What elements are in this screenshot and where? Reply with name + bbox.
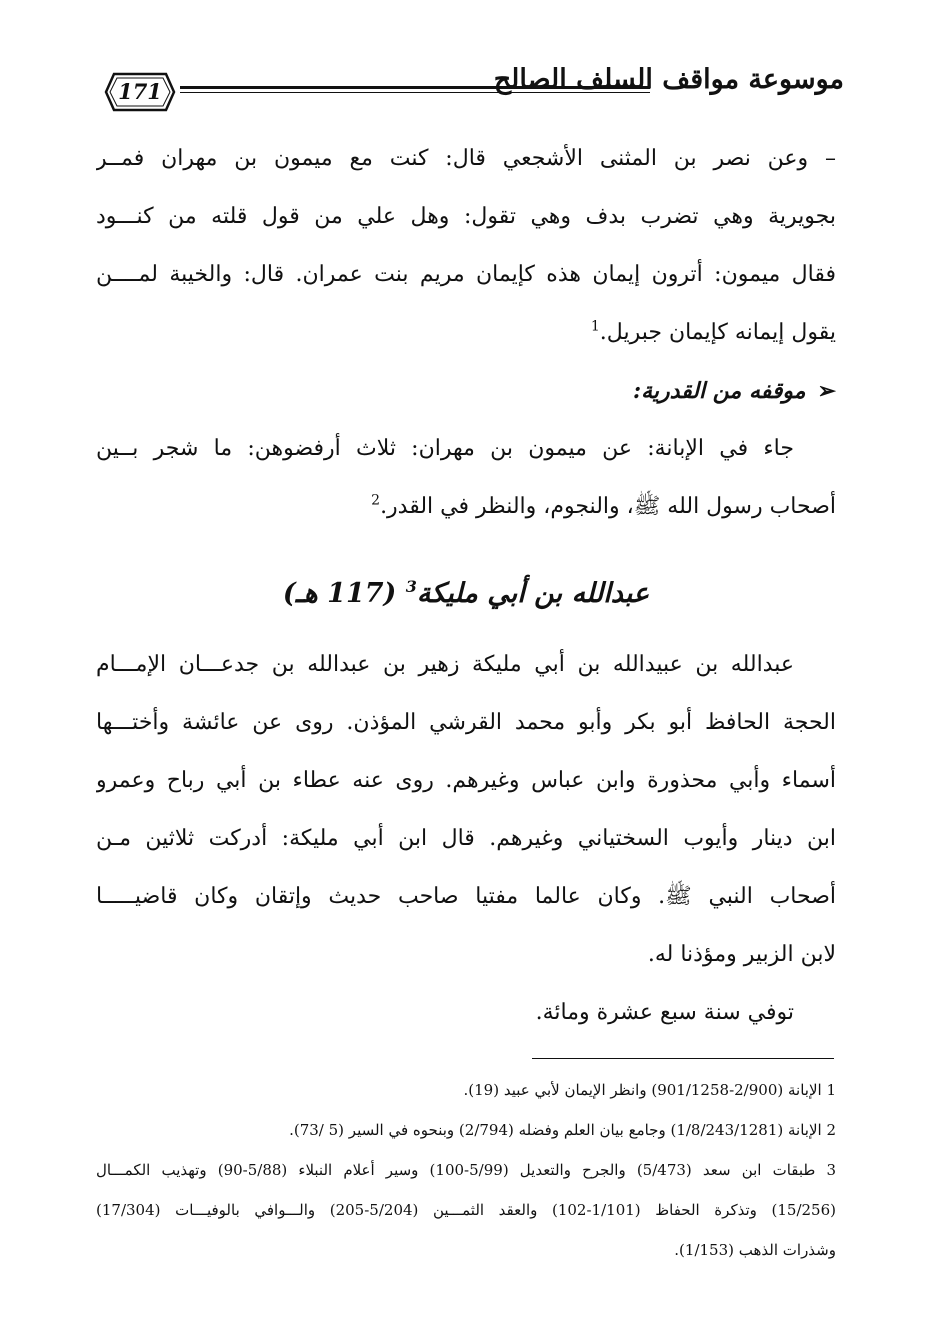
paragraph-line: فقال ميمون: أترون إيمان هذه كإيمان مريم بنت عمران. قال: والخيبة لمــــن [96,262,836,287]
arrow-bullet-icon: ➢ [817,378,836,404]
subheading [96,362,836,420]
footnote-ref: 3 [405,577,417,596]
biography-text [96,636,836,1042]
heading-name: عبدالله بن أبي مليكة [416,578,650,609]
paragraph-line: جاء في الإبانة: عن ميمون بن مهران: ثلاث أرفضوهن: ما شجر بــين [96,436,794,461]
footnote: 3 طبقات ابن سعد (5/473) والجرح والتعديل (5/99-100) وسير أعلام النبلاء (5/88-90) وتهذيب الكمـــال [96,1161,836,1179]
page-number: 171 [118,79,162,104]
footnote-ref: 2 [371,492,381,509]
footnotes [96,1070,836,1270]
bio-line: ابن دينار وأيوب السختياني وغيرهم. قال ابن أبي مليكة: أدركت ثلاثين مـن [96,826,836,851]
bio-line: عبدالله بن عبيدالله بن أبي مليكة زهير بن عبدالله بن جدعـــان الإمـــام [96,652,794,677]
paragraph-text: أصحاب رسول الله ﷺ، والنجوم، والنظر في القدر. [380,494,836,519]
main-text [96,130,836,536]
paragraph-text: يقول إيمانه كإيمان جبريل. [599,320,836,345]
paragraph-line: – وعن نصر بن المثنى الأشجعي قال: كنت مع ميمون بن مهران فمــر [96,146,836,171]
subheading-text: موقفه من القدرية: [632,378,806,404]
bio-line: الحجة الحافظ أبو بكر وأبو محمد القرشي المؤذن. روى عن عائشة وأختـــها [96,710,836,735]
section-heading [96,578,836,634]
footnote-ref: 1 [590,318,600,335]
footnote: وشذرات الذهب (1/153). [674,1241,836,1259]
paragraph-line-last [96,478,836,536]
footnote: 1 الإبانة (2/900-901/1258) وانظر الإيمان لأبي عبيد (19). [463,1081,836,1099]
page-header [96,58,844,138]
heading-date: (117 هـ) [282,578,397,609]
bio-line: أصحاب النبي ﷺ. وكان عالما مفتيا صاحب حديث وإتقان وكان قاضيـــــا [96,884,836,909]
footnote-separator [532,1058,834,1059]
death-line: توفي سنة سبع عشرة ومائة. [535,1000,794,1025]
bio-line: أسماء وأبي محذورة وابن عباس وغيرهم. روى عنه عطاء بن أبي رباح وعمرو [96,768,836,793]
paragraph-line: بجويرية وهي تضرب بدف وهي تقول: وهل علي من قول قلته من كنـــود [96,204,836,229]
footnote: (15/256) وتذكرة الحفاظ (1/101-102) والعقد الثمـــين (5/204-205) والـــوافي بالوفيـــات (17/304) [96,1201,836,1219]
bio-line: لابن الزبير ومؤذنا له. [647,942,836,967]
series-title: موسوعة مواقف السلف الصالح [493,64,844,95]
paragraph-line-last [96,304,836,362]
page-number-badge [104,70,176,114]
footnote: 2 الإبانة (1/8/243/1281) وجامع بيان العلم وفضله (2/794) وبنحوه في السير (5 /73). [289,1121,836,1139]
